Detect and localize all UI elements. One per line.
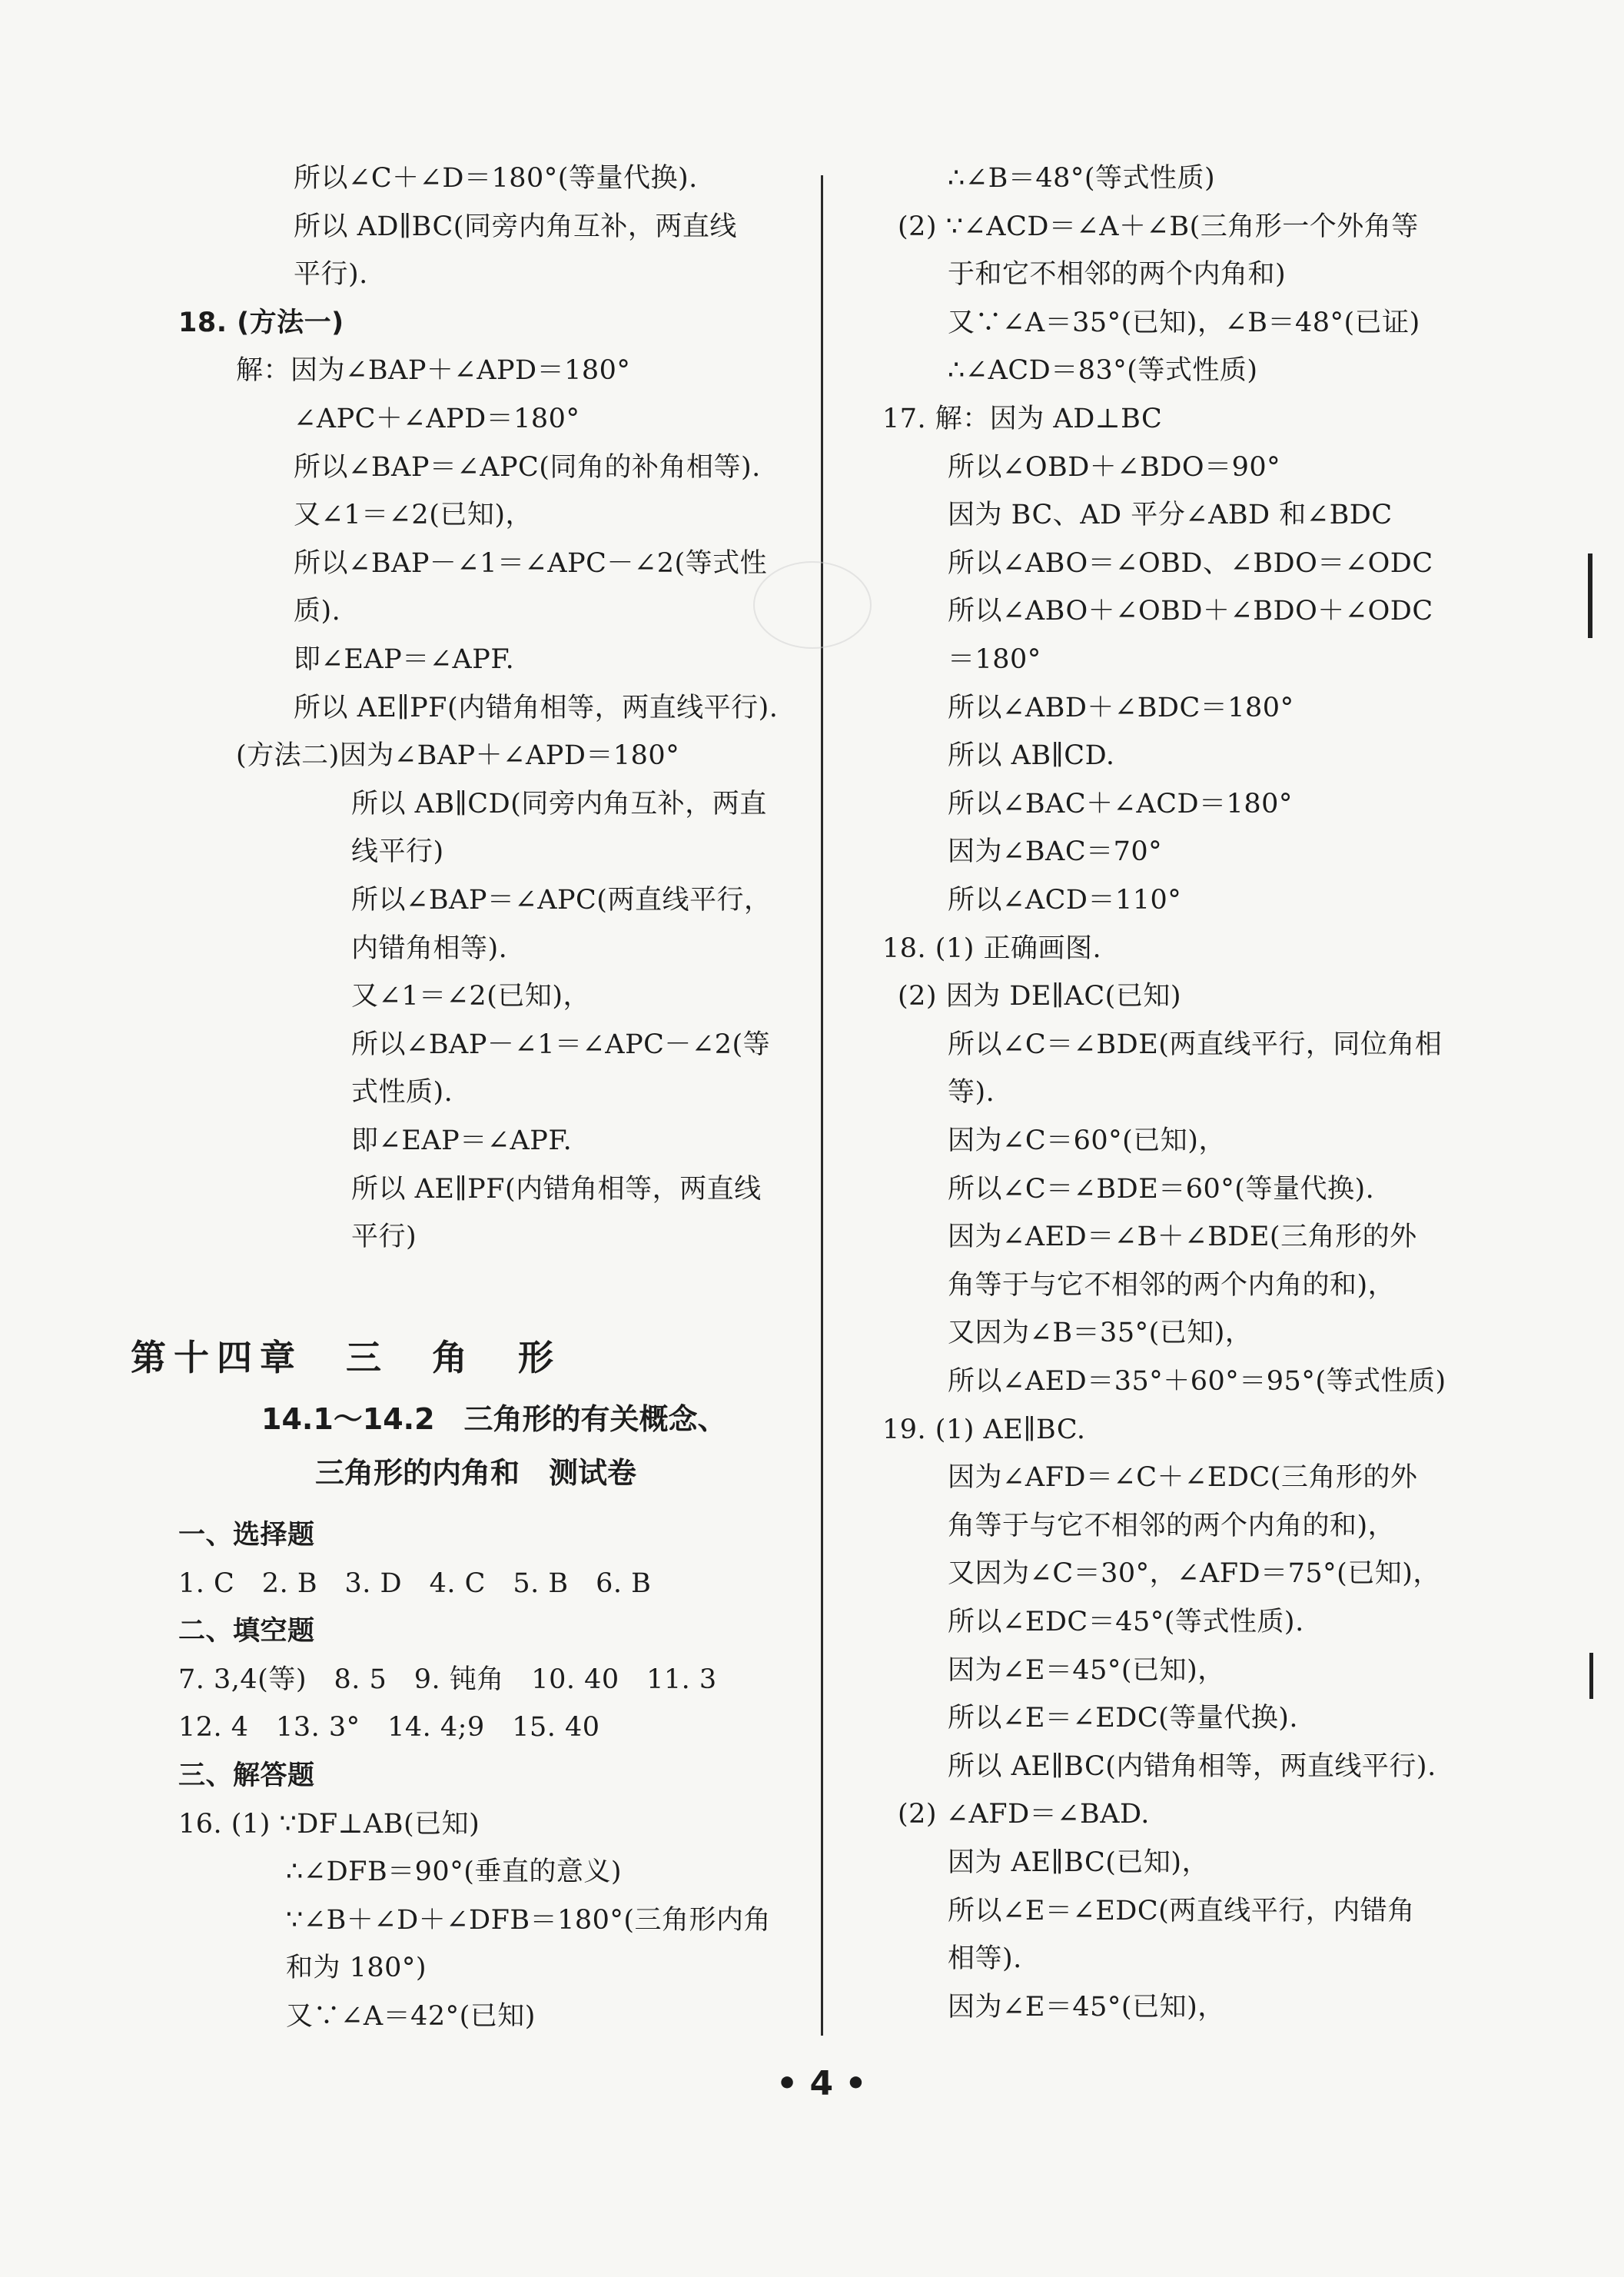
text-line: 所以∠BAP＝∠APC(同角的补角相等). — [294, 451, 761, 483]
text-line: 因为 AE∥BC(已知)， — [948, 1847, 1210, 1878]
text-line: 所以 AE∥PF(内错角相等，两直线平行). — [294, 692, 779, 723]
text-line: 又因为∠B＝35°(已知)， — [948, 1318, 1253, 1349]
text-line: (2) 因为 DE∥AC(已知) — [898, 981, 1181, 1012]
text-line: 因为 BC、AD 平分∠ABD 和∠BDC — [948, 500, 1393, 531]
text-line: ＝180° — [948, 644, 1041, 675]
text-line: 18. (方法一) — [178, 307, 344, 338]
text-line: ∴∠DFB＝90°(垂直的意义) — [286, 1857, 623, 1888]
column-divider — [821, 175, 823, 2036]
text-line: 所以∠ABO＋∠OBD＋∠BDO＋∠ODC — [948, 596, 1433, 627]
text-line: 所以 AB∥CD. — [948, 740, 1115, 772]
text-line: 式性质). — [351, 1077, 453, 1109]
watermark-stamp — [753, 561, 872, 649]
text-line: 一、选择题 — [178, 1520, 315, 1551]
text-line: ∴∠ACD＝83°(等式性质) — [948, 355, 1258, 387]
text-line: 19. (1) AE∥BC. — [882, 1414, 1086, 1445]
text-line: 所以∠E＝∠EDC(两直线平行，内错角 — [948, 1895, 1415, 1926]
section-title-line-1: 14.1～14.2 三角形的有关概念、 — [261, 1402, 727, 1436]
text-line: 线平行) — [351, 836, 444, 868]
text-line: 又∠1＝∠2(已知)， — [351, 981, 590, 1012]
text-line: 平行) — [351, 1222, 417, 1253]
text-line: ∠APC＋∠APD＝180° — [294, 404, 580, 434]
text-line: ∴∠B＝48°(等式性质) — [948, 163, 1216, 194]
text-line: 16. (1) ∵DF⊥AB(已知) — [178, 1808, 480, 1840]
text-line: 相等). — [948, 1943, 1022, 1975]
text-line: 因为∠AED＝∠B＋∠BDE(三角形的外 — [948, 1222, 1417, 1253]
text-line: 18. (1) 正确画图. — [882, 932, 1102, 964]
text-line: 所以 AE∥PF(内错角相等，两直线 — [351, 1173, 762, 1205]
text-line: 1. C 2. B 3. D 4. C 5. B 6. B — [178, 1567, 652, 1599]
text-line: 12. 4 13. 3° 14. 4;9 15. 40 — [178, 1712, 600, 1743]
text-line: 所以∠ACD＝110° — [948, 885, 1182, 916]
text-line: 因为∠BAC＝70° — [948, 836, 1163, 868]
section-title-line-2: 三角形的内角和 测试卷 — [315, 1456, 637, 1490]
text-line: 又∵∠A＝35°(已知)，∠B＝48°(已证) — [948, 307, 1420, 338]
text-line: 所以 AD∥BC(同旁内角互补，两直线 — [294, 211, 737, 242]
text-line: 所以∠C＝∠BDE＝60°(等量代换). — [948, 1173, 1375, 1205]
text-line: 三、解答题 — [178, 1760, 315, 1791]
text-line: 因为∠C＝60°(已知)， — [948, 1125, 1226, 1156]
text-line: 即∠EAP＝∠APF. — [294, 644, 515, 675]
text-line: 即∠EAP＝∠APF. — [351, 1125, 573, 1156]
text-line: 17. 解：因为 AD⊥BC — [882, 404, 1163, 434]
text-line: 所以 AB∥CD(同旁内角互补，两直 — [351, 788, 767, 819]
text-line: 平行). — [294, 259, 368, 291]
text-line: 所以∠ABD＋∠BDC＝180° — [948, 692, 1294, 723]
text-line: 于和它不相邻的两个内角和) — [948, 259, 1287, 291]
text-line: 内错角相等). — [351, 932, 508, 964]
text-line: 二、填空题 — [178, 1616, 315, 1647]
text-line: 所以∠C＋∠D＝180°(等量代换). — [294, 163, 698, 194]
text-line: 所以∠BAP－∠1＝∠APC－∠2(等式性 — [294, 547, 768, 579]
page-number: • 4 • — [776, 2064, 867, 2103]
text-line: 因为∠E＝45°(已知)， — [948, 1654, 1225, 1686]
text-line: 所以∠ABO＝∠OBD、∠BDO＝∠ODC — [948, 547, 1433, 579]
text-line: (2) ∠AFD＝∠BAD. — [898, 1799, 1150, 1830]
text-line: 质). — [294, 596, 341, 627]
text-line: 又因为∠C＝30°，∠AFD＝75°(已知)， — [948, 1558, 1440, 1590]
text-line: 所以 AE∥BC(内错角相等，两直线平行). — [948, 1750, 1436, 1782]
text-line: 和为 180°) — [286, 1953, 427, 1984]
text-line: 所以∠BAC＋∠ACD＝180° — [948, 788, 1293, 819]
text-line: 解：因为∠BAP＋∠APD＝180° — [236, 355, 631, 387]
text-line: 因为∠AFD＝∠C＋∠EDC(三角形的外 — [948, 1462, 1418, 1494]
text-line: 所以∠C＝∠BDE(两直线平行，同位角相 — [948, 1029, 1443, 1060]
text-line: 等). — [948, 1077, 995, 1109]
text-line: 7. 3,4(等) 8. 5 9. 钝角 10. 40 11. 3 — [178, 1664, 717, 1695]
text-line: 所以∠EDC＝45°(等式性质). — [948, 1607, 1304, 1637]
text-line: 角等于与它不相邻的两个内角的和)， — [948, 1269, 1396, 1301]
text-line: 所以∠OBD＋∠BDO＝90° — [948, 451, 1281, 483]
scan-edge-mark — [1588, 553, 1592, 638]
scan-edge-mark — [1589, 1653, 1593, 1699]
text-line: ∵∠B＋∠D＋∠DFB＝180°(三角形内角 — [286, 1904, 772, 1936]
text-line: (方法二)因为∠BAP＋∠APD＝180° — [236, 740, 680, 772]
text-line: 所以∠BAP－∠1＝∠APC－∠2(等 — [351, 1029, 771, 1060]
chapter-title: 第十四章 三 角 形 — [131, 1337, 561, 1378]
text-line: 所以∠AED＝35°＋60°＝95°(等式性质) — [948, 1366, 1446, 1397]
text-line: 又∵∠A＝42°(已知) — [286, 2001, 536, 2032]
text-line: 因为∠E＝45°(已知)， — [948, 1991, 1225, 2023]
text-line: 所以∠BAP＝∠APC(两直线平行， — [351, 885, 772, 916]
text-line: 又∠1＝∠2(已知)， — [294, 500, 533, 531]
text-line: 所以∠E＝∠EDC(等量代换). — [948, 1703, 1299, 1734]
text-line: (2) ∵∠ACD＝∠A＋∠B(三角形一个外角等 — [898, 211, 1419, 242]
text-line: 角等于与它不相邻的两个内角的和)， — [948, 1510, 1396, 1541]
